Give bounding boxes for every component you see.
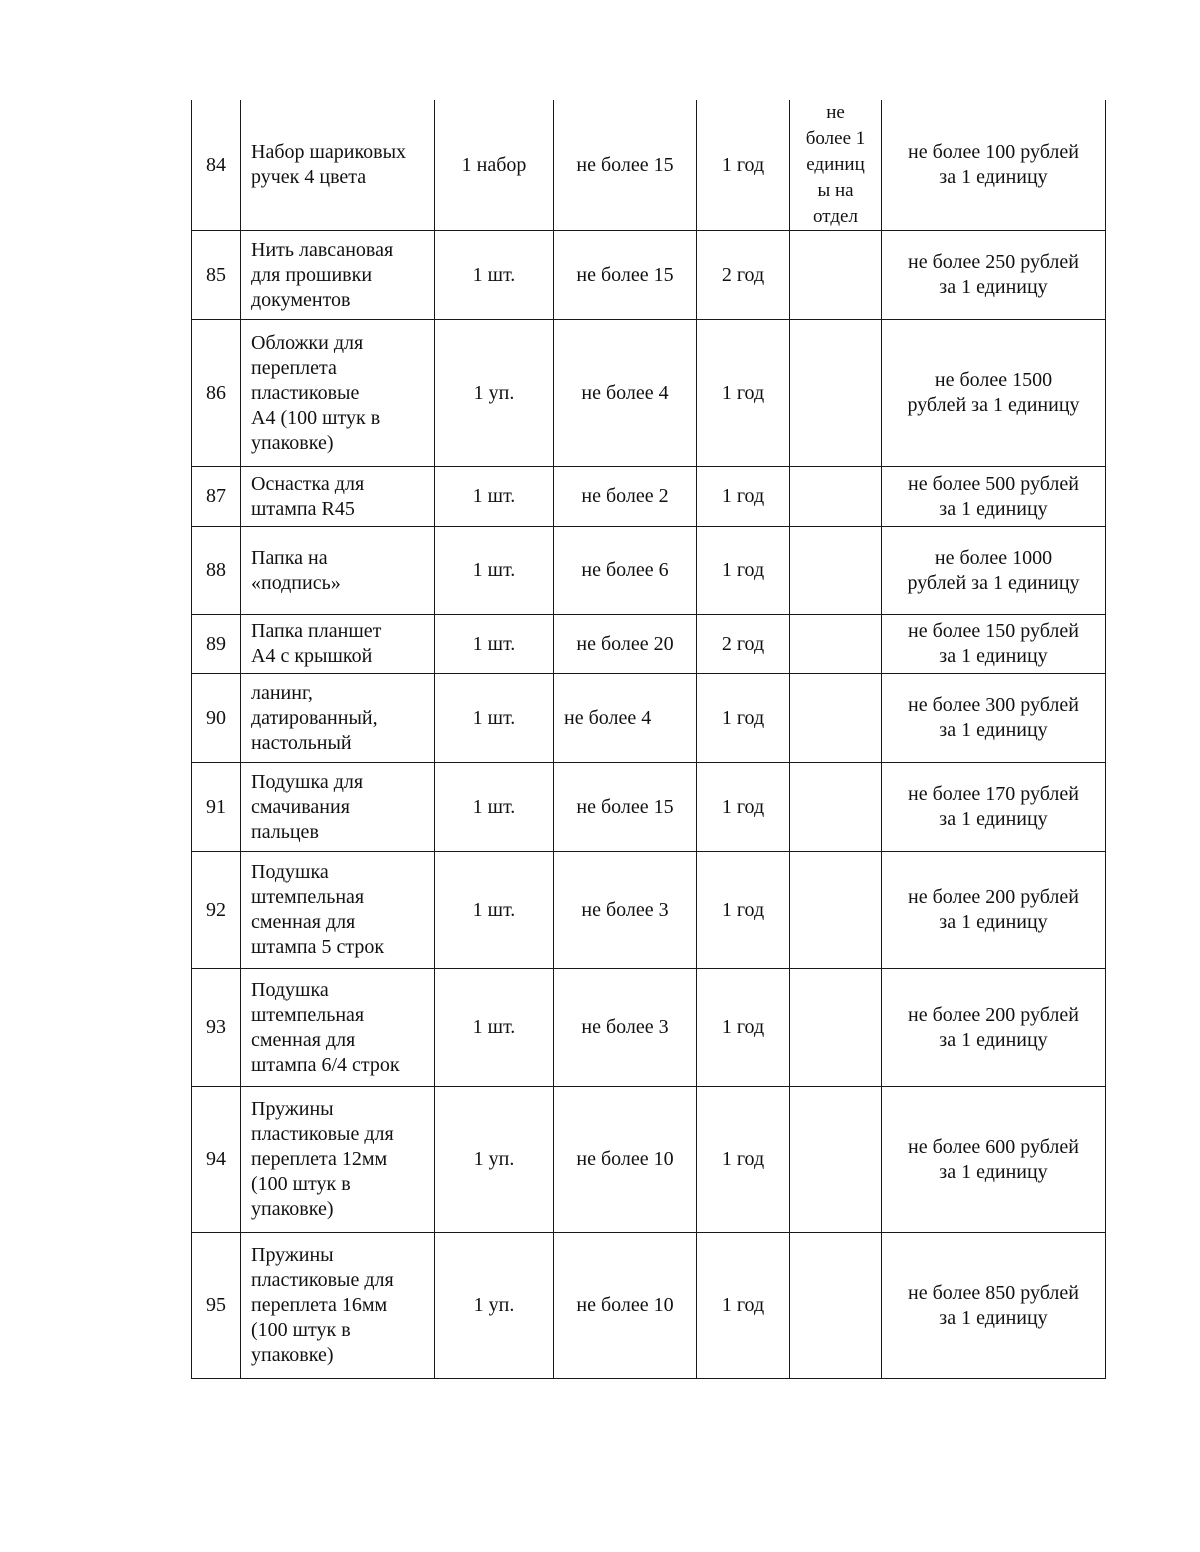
item-name: Подушка для смачивания пальцев [241,763,435,852]
item-unit: 1 уп. [435,1233,554,1379]
item-period: 2 год [697,615,790,674]
table-row [192,674,1106,763]
item-quantity: не более 3 [554,969,697,1087]
item-unit: 1 шт. [435,674,554,763]
table-row [192,615,1106,674]
item-price: не более 1000 рублей за 1 единицу [882,527,1106,615]
item-limit [790,969,882,1087]
item-limit [790,1233,882,1379]
row-number: 91 [192,763,241,852]
item-name: Пружины пластиковые для переплета 12мм (100 штук в упаковке) [241,1087,435,1233]
item-name: Папка на «подпись» [241,527,435,615]
item-limit: не более 1 единиц ы на отдел [790,100,882,231]
row-number: 92 [192,852,241,969]
item-period: 1 год [697,467,790,527]
item-period: 1 год [697,527,790,615]
table-row [192,320,1106,467]
item-name: Папка планшет А4 с крышкой [241,615,435,674]
row-number: 84 [192,100,241,231]
item-unit: 1 шт. [435,615,554,674]
item-name: Оснастка для штампа R45 [241,467,435,527]
item-price: не более 100 рублей за 1 единицу [882,100,1106,231]
supplies-table [191,100,1106,1379]
item-name: Подушка штемпельная сменная для штампа 5 строк [241,852,435,969]
item-quantity: не более 3 [554,852,697,969]
item-limit [790,467,882,527]
item-limit [790,674,882,763]
item-limit [790,320,882,467]
item-limit [790,763,882,852]
table-row [192,527,1106,615]
item-quantity: не более 20 [554,615,697,674]
item-unit: 1 шт. [435,852,554,969]
item-price: не более 250 рублей за 1 единицу [882,231,1106,320]
item-period: 2 год [697,231,790,320]
table-row [192,467,1106,527]
item-unit: 1 шт. [435,763,554,852]
row-number: 86 [192,320,241,467]
row-number: 93 [192,969,241,1087]
item-price: не более 150 рублей за 1 единицу [882,615,1106,674]
item-quantity: не более 15 [554,231,697,320]
row-number: 89 [192,615,241,674]
table-row [192,100,1106,231]
item-quantity: не более 2 [554,467,697,527]
item-limit [790,852,882,969]
row-number: 95 [192,1233,241,1379]
table-row [192,969,1106,1087]
item-name: ланинг, датированный, настольный [241,674,435,763]
item-unit: 1 шт. [435,969,554,1087]
item-quantity: не более 4 [554,674,697,763]
table-row [192,1233,1106,1379]
item-quantity: не более 4 [554,320,697,467]
item-period: 1 год [697,1087,790,1233]
item-limit [790,615,882,674]
item-name: Нить лавсановая для прошивки документов [241,231,435,320]
item-price: не более 300 рублей за 1 единицу [882,674,1106,763]
item-name: Набор шариковых ручек 4 цвета [241,100,435,231]
table-row [192,231,1106,320]
item-price: не более 200 рублей за 1 единицу [882,852,1106,969]
item-period: 1 год [697,1233,790,1379]
item-name: Обложки для переплета пластиковые А4 (100 штук в упаковке) [241,320,435,467]
row-number: 85 [192,231,241,320]
item-limit [790,1087,882,1233]
item-quantity: не более 10 [554,1087,697,1233]
row-number: 88 [192,527,241,615]
item-period: 1 год [697,763,790,852]
item-name: Подушка штемпельная сменная для штампа 6/4 строк [241,969,435,1087]
item-period: 1 год [697,969,790,1087]
item-limit [790,527,882,615]
item-unit: 1 уп. [435,1087,554,1233]
item-quantity: не более 15 [554,763,697,852]
item-price: не более 600 рублей за 1 единицу [882,1087,1106,1233]
row-number: 87 [192,467,241,527]
item-price: не более 1500 рублей за 1 единицу [882,320,1106,467]
item-unit: 1 шт. [435,231,554,320]
item-price: не более 170 рублей за 1 единицу [882,763,1106,852]
item-name: Пружины пластиковые для переплета 16мм (100 штук в упаковке) [241,1233,435,1379]
item-price: не более 850 рублей за 1 единицу [882,1233,1106,1379]
item-unit: 1 набор [435,100,554,231]
item-period: 1 год [697,320,790,467]
item-quantity: не более 15 [554,100,697,231]
table-row [192,852,1106,969]
item-price: не более 500 рублей за 1 единицу [882,467,1106,527]
item-unit: 1 уп. [435,320,554,467]
row-number: 90 [192,674,241,763]
row-number: 94 [192,1087,241,1233]
table-row [192,763,1106,852]
item-period: 1 год [697,674,790,763]
item-period: 1 год [697,852,790,969]
item-unit: 1 шт. [435,527,554,615]
item-quantity: не более 6 [554,527,697,615]
item-quantity: не более 10 [554,1233,697,1379]
item-period: 1 год [697,100,790,231]
item-unit: 1 шт. [435,467,554,527]
item-limit [790,231,882,320]
item-price: не более 200 рублей за 1 единицу [882,969,1106,1087]
table-row [192,1087,1106,1233]
